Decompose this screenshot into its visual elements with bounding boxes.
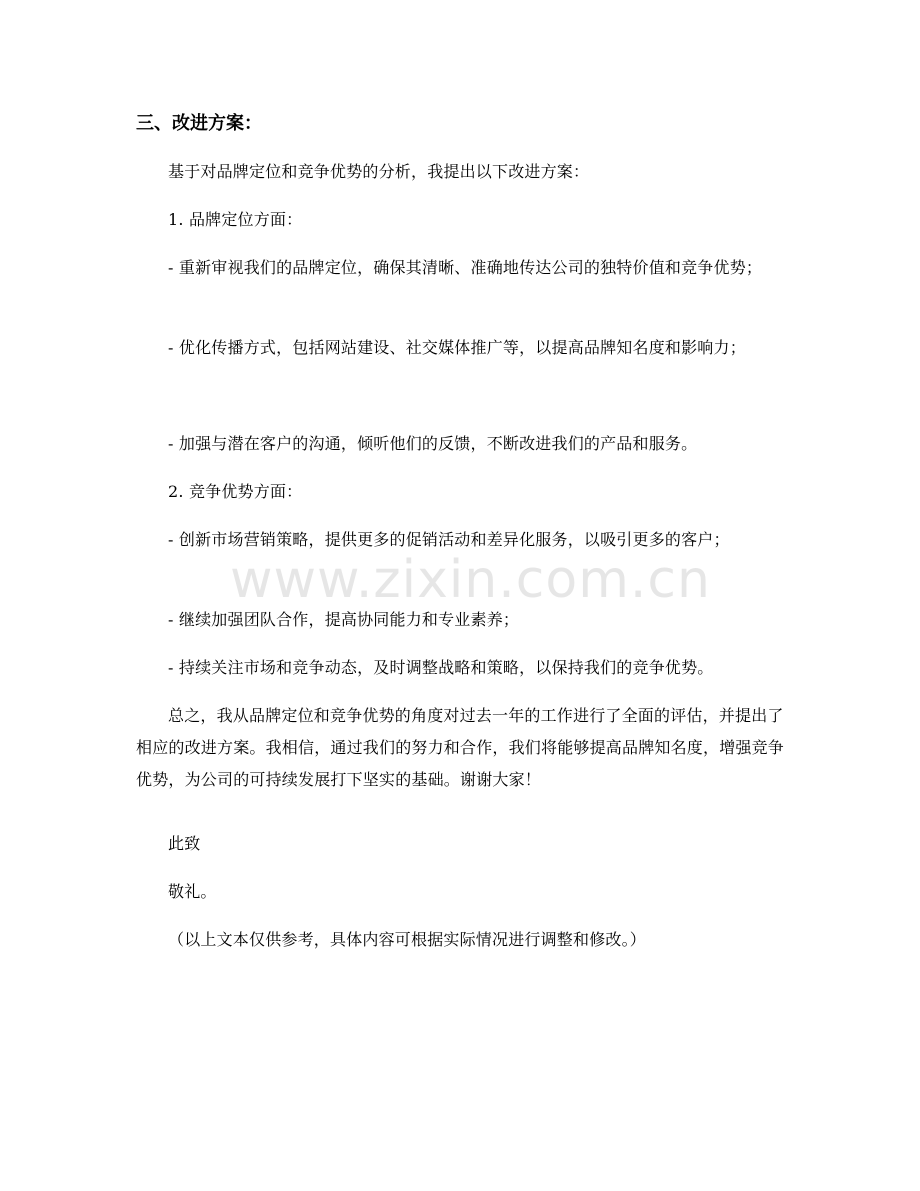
section2-item-2: - 继续加强团队合作，提高协同能力和专业素养； bbox=[168, 610, 520, 629]
reference-note: （以上文本仅供参考，具体内容可根据实际情况进行调整和修改。） bbox=[168, 930, 647, 949]
section1-item-3: - 加强与潜在客户的沟通，倾听他们的反馈，不断改进我们的产品和服务。 bbox=[168, 434, 698, 453]
section1-item-1: - 重新审视我们的品牌定位，确保其清晰、准确地传达公司的独特价值和竞争优势； bbox=[168, 258, 763, 277]
section2-title: 2. 竞争优势方面： bbox=[168, 482, 303, 501]
closing-greeting: 此致 bbox=[168, 834, 201, 853]
section-heading: 三、改进方案： bbox=[136, 113, 262, 134]
intro-paragraph: 基于对品牌定位和竞争优势的分析，我提出以下改进方案： bbox=[168, 162, 590, 181]
section2-item-1: - 创新市场营销策略，提供更多的促销活动和差异化服务，以吸引更多的客户； bbox=[168, 530, 730, 549]
conclusion-paragraph: 总之，我从品牌定位和竞争优势的角度对过去一年的工作进行了全面的评估，并提出了相应的改进方案。我相信，通过我们的努力和合作，我们将能够提高品牌知名度，增强竞争优势，为公司的可持续发展打下坚实的基础。谢谢大家！ bbox=[136, 706, 785, 789]
section2-item-3: - 持续关注市场和竞争动态，及时调整战略和策略，以保持我们的竞争优势。 bbox=[168, 658, 714, 677]
closing-salutation: 敬礼。 bbox=[168, 882, 217, 901]
section1-item-2: - 优化传播方式，包括网站建设、社交媒体推广等，以提高品牌知名度和影响力； bbox=[168, 338, 746, 357]
watermark: www.zixin.com.cn bbox=[230, 550, 711, 610]
section1-title: 1. 品牌定位方面： bbox=[168, 210, 303, 229]
